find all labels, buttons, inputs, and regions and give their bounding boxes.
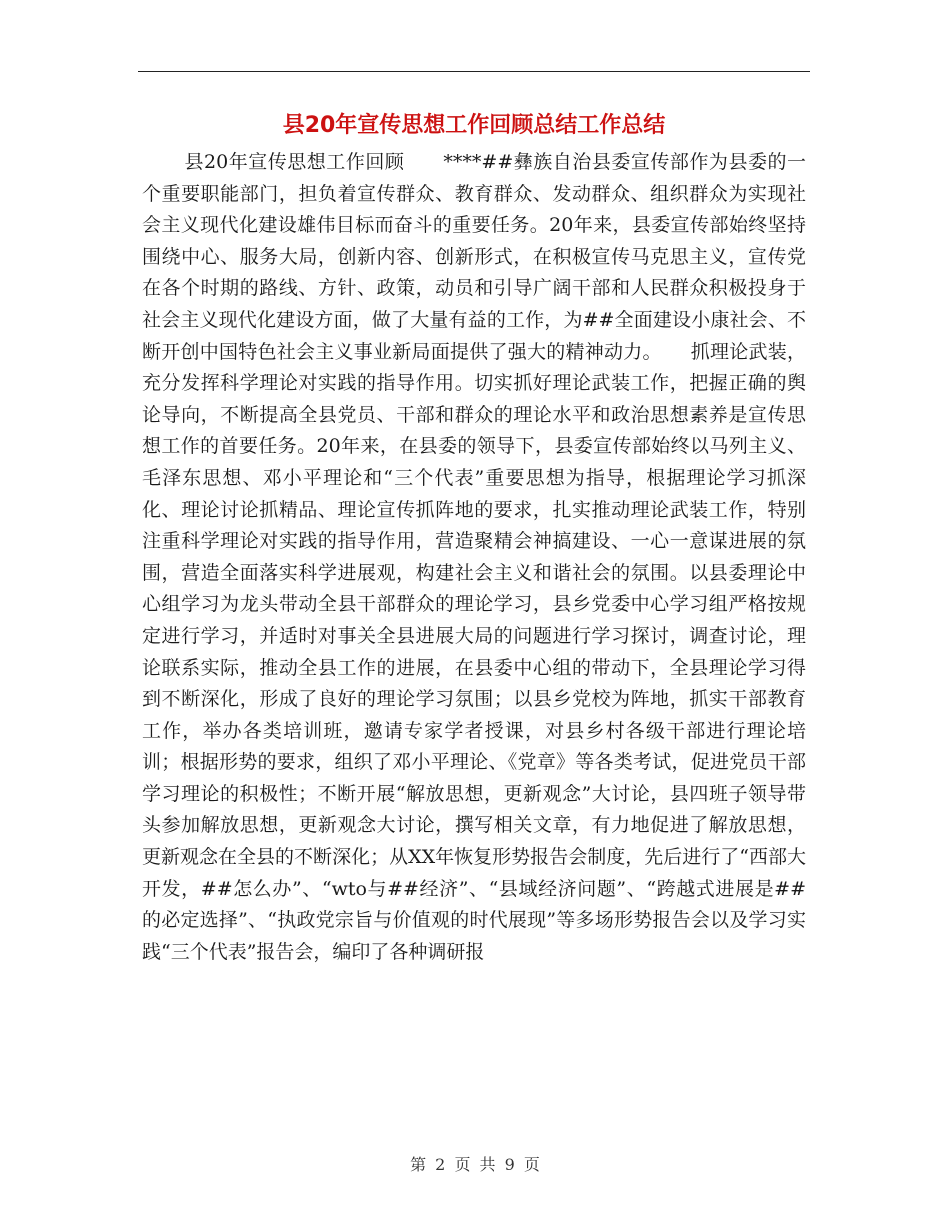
header-rule xyxy=(138,71,810,72)
document-body xyxy=(142,147,806,968)
page-number-footer: 第 2 页 共 9 页 xyxy=(410,1155,540,1174)
body-paragraph: 县20年宣传思想工作回顾 ****##彝族自治县委宣传部作为县委的一个重要职能部门，担负着宣传群众、教育群众、发动群众、组织群众为实现社会主义现代化建设雄伟目标而奋斗的重要任务。20年来，县委宣传部始终坚持围绕中心、服务大局，创新内容、创新形式，在积极宣传马克思主义，宣传党在各个时期的路线、方针、政策，动员和引导广阔干部和人民群众积极投身于社会主义现代化建设方面，做了大量有益的工作，为##全面建设小康社会、不断开创中国特色社会主义事业新局面提供了强大的精神动力。 抓理论武装，充分发挥科学理论对实践的指导作用。切实抓好理论武装工作，把握正确的舆论导向，不断提高全县党员、干部和群众的理论水平和政治思想素养是宣传思想工作的首要任务。20年来，在县委的领导下，县委宣传部始终以马列主义、毛泽东思想、邓小平理论和“三个代表”重要思想为指导，根据理论学习抓深化、理论讨论抓精品、理论宣传抓阵地的要求，扎实推动理论武装工作，特别注重科学理论对实践的指导作用，营造聚精会神搞建设、一心一意谋进展的氛围，营造全面落实科学进展观，构建社会主义和谐社会的氛围。以县委理论中心组学习为龙头带动全县干部群众的理论学习，县乡党委中心学习组严格按规定进行学习，并适时对事关全县进展大局的问题进行学习探讨，调查讨论，理论联系实际，推动全县工作的进展，在县委中心组的带动下，全县理论学习得到不断深化，形成了良好的理论学习氛围；以县乡党校为阵地，抓实干部教育工作，举办各类培训班，邀请专家学者授课，对县乡村各级干部进行理论培训；根据形势的要求，组织了邓小平理论、《党章》等各类考试，促进党员干部学习理论的积极性；不断开展“解放思想，更新观念”大讨论，县四班子领导带头参加解放思想，更新观念大讨论，撰写相关文章，有力地促进了解放思想，更新观念在全县的不断深化；从XX年恢复形势报告会制度，先后进行了“西部大开发，##怎么办”、“wto与##经济”、“县域经济问题”、“跨越式进展是##的必定选择”、“执政党宗旨与价值观的时代展现”等多场形势报告会以及学习实践“三个代表”报告会，编印了各种调研报 xyxy=(142,151,806,963)
document-title: 县20年宣传思想工作回顾总结工作总结 xyxy=(282,113,666,138)
